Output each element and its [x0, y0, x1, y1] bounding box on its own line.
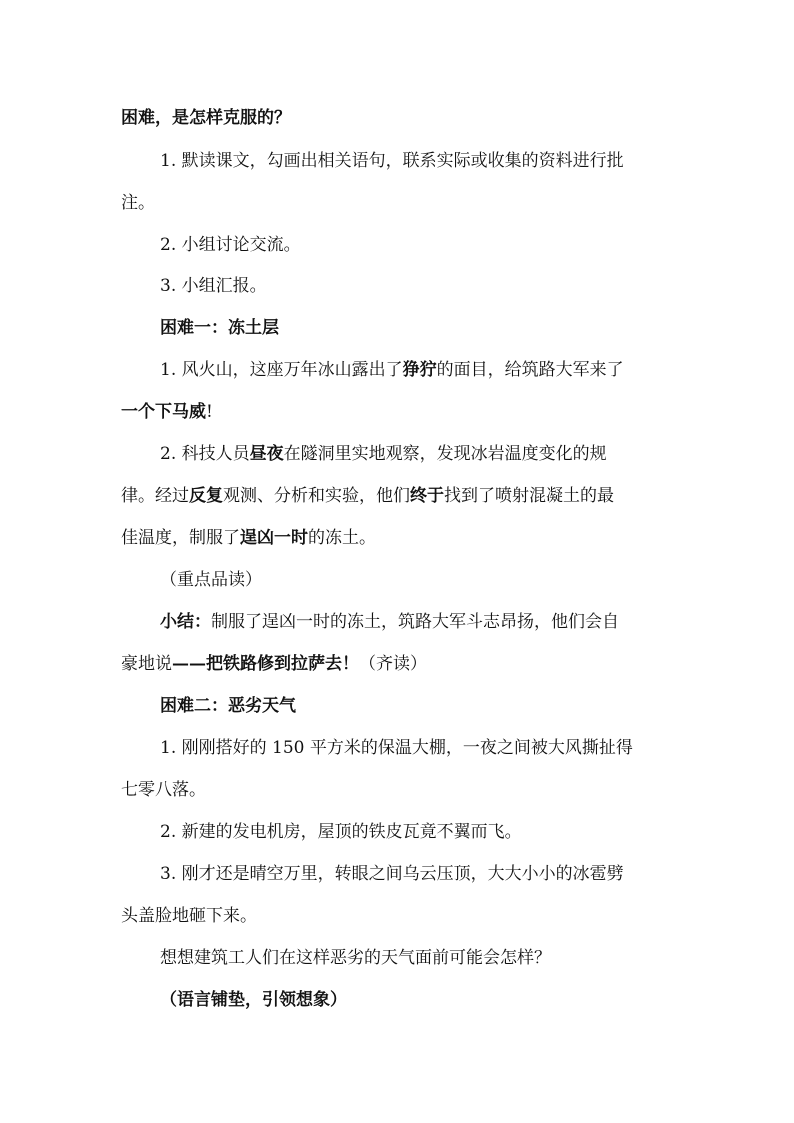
text-run: 的冻土。 — [308, 528, 376, 548]
text-run: 观测、分析和实验，他们 — [223, 486, 410, 506]
difficulty-1-para-2-line-3 — [121, 528, 376, 548]
summary-line-1 — [160, 612, 619, 632]
text-run: 佳温度，制服了 — [121, 528, 240, 548]
text-run: 制服了逞凶一时的冻土，筑路大军斗志昂扬，他们会自 — [211, 612, 619, 632]
emphasis-run: ——把铁路修到拉萨去！ — [172, 654, 359, 674]
difficulty-1-para-2-line-1 — [160, 444, 607, 464]
text-run: ! — [206, 402, 213, 422]
emphasis-run: 逞凶一时 — [240, 528, 308, 548]
step-1-line-2: 注。 — [121, 193, 155, 213]
step-2: 2. 小组讨论交流。 — [160, 235, 301, 255]
difficulty-1-para-1-line-1 — [160, 360, 624, 380]
emphasis-run: 终于 — [410, 486, 444, 506]
difficulty-2-question: 想想建筑工人们在这样恶劣的天气面前可能会怎样？ — [160, 948, 551, 968]
difficulty-2-para-3-line-2: 头盖脸地砸下来。 — [121, 906, 257, 926]
difficulty-2-para-2: 2. 新建的发电机房，屋顶的铁皮瓦竟不翼而飞。 — [160, 822, 522, 842]
emphasis-run: 狰狞 — [402, 360, 437, 380]
difficulty-2-para-1-line-2: 七零八落。 — [121, 780, 206, 800]
emphasis-run: 反复 — [189, 486, 223, 506]
text-run: 律。经过 — [121, 486, 189, 506]
difficulty-1-note: （重点品读） — [160, 570, 262, 590]
text-run: 在隧洞里实地观察，发现冰岩温度变化的规 — [283, 444, 607, 464]
text-run: 找到了喷射混凝土的最 — [444, 486, 614, 506]
difficulty-1-para-1-line-2 — [121, 402, 213, 422]
text-run: 的面目，给筑路大军来了 — [436, 360, 624, 380]
text-run: 2. 科技人员 — [160, 444, 250, 464]
summary-line-2 — [121, 654, 427, 674]
difficulty-2-para-3-line-1: 3. 刚才还是晴空万里，转眼之间乌云压顶，大大小小的冰雹劈 — [160, 864, 624, 884]
difficulty-2-note: （语言铺垫，引领想象） — [160, 990, 347, 1010]
step-3: 3. 小组汇报。 — [160, 276, 267, 296]
emphasis-run: 一个下马威 — [121, 402, 206, 422]
text-run: 1. 风火山，这座万年冰山露出了 — [160, 360, 403, 380]
text-run: 豪地说 — [121, 654, 172, 674]
emphasis-run: 昼夜 — [249, 444, 284, 464]
difficulty-1-para-2-line-2 — [121, 486, 614, 506]
text-run: （齐读） — [359, 654, 427, 674]
difficulty-2-title: 困难二：恶劣天气 — [160, 696, 296, 716]
heading-continued: 困难，是怎样克服的？ — [121, 108, 291, 128]
step-1-line-1: 1. 默读课文，勾画出相关语句，联系实际或收集的资料进行批 — [160, 151, 624, 171]
summary-label: 小结： — [160, 612, 211, 632]
difficulty-2-para-1-line-1: 1. 刚刚搭好的 150 平方米的保温大棚，一夜之间被大风撕扯得 — [160, 738, 633, 758]
difficulty-1-title: 困难一：冻土层 — [160, 318, 279, 338]
